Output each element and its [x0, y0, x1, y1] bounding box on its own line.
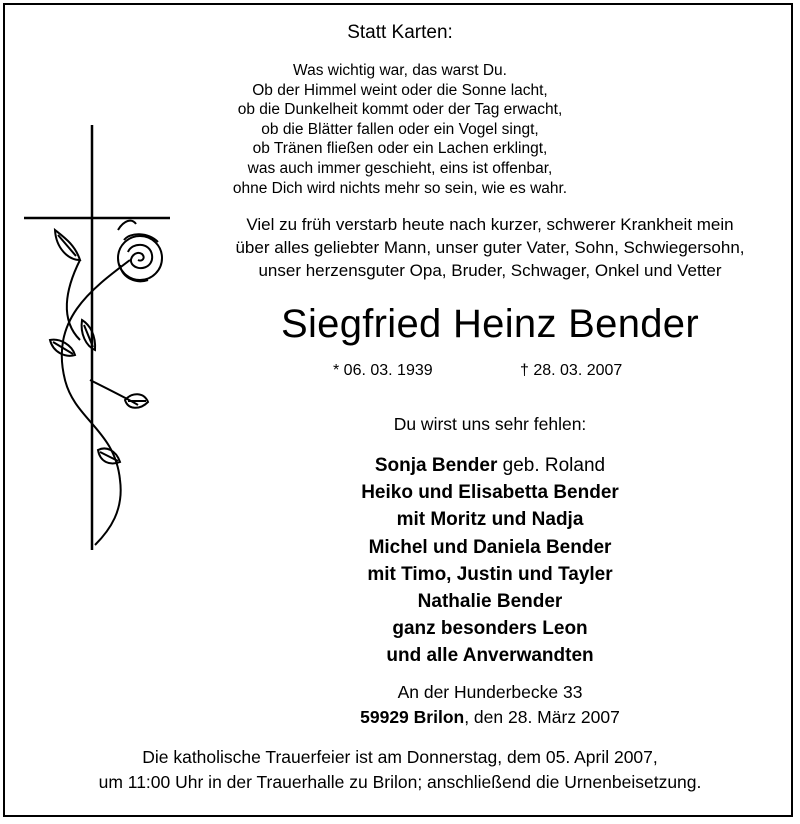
death-date: † 28. 03. 2007 — [520, 362, 623, 379]
poem-line: ob die Dunkelheit kommt oder der Tag erwacht, — [237, 101, 563, 119]
poem-line: Ob der Himmel weint oder die Sonne lacht, — [252, 81, 548, 99]
family-first-name: Sonja Bender — [374, 455, 498, 476]
family-line: ganz besonders Leon — [392, 618, 588, 640]
family-line: Heiko und Elisabetta Bender — [361, 482, 619, 504]
announcement-line: unser herzensguter Opa, Bruder, Schwager, Onkel und Vetter — [258, 261, 722, 280]
family-line: Michel und Daniela Bender — [368, 536, 612, 558]
poem-line: ob Tränen fließen oder ein Lachen erklingt, — [252, 140, 548, 158]
address-city-line — [170, 705, 800, 730]
poem-line: was auch immer geschieht, eins ist offenbar, — [247, 159, 553, 177]
missed-text: Du wirst uns sehr fehlen: — [393, 414, 587, 434]
family-line: mit Timo, Justin und Tayler — [367, 563, 613, 585]
address-date: , den 28. März 2007 — [464, 707, 620, 727]
family-list — [170, 452, 800, 670]
header-statt-karten: Statt Karten: — [347, 22, 453, 43]
family-first-name-suffix: geb. Roland — [497, 455, 606, 476]
announcement-line: Viel zu früh verstarb heute nach kurzer, schwerer Krankheit mein — [246, 215, 734, 234]
announcement — [170, 213, 800, 282]
family-line: und alle Anverwandten — [386, 645, 594, 667]
address-street: An der Hunderbecke 33 — [397, 682, 583, 702]
poem-line: Was wichtig war, das warst Du. — [293, 62, 507, 79]
funeral-line: um 11:00 Uhr in der Trauerhalle zu Brilon; anschließend die Urnenbeisetzung. — [98, 772, 702, 792]
announcement-line: über alles geliebter Mann, unser guter Vater, Sohn, Schwiegersohn, — [235, 238, 745, 257]
poem-line: ob die Blätter fallen oder ein Vogel singt, — [261, 120, 539, 138]
deceased-name: Siegfried Heinz Bender — [281, 302, 699, 346]
funeral-line: Die katholische Trauerfeier ist am Donnerstag, dem 05. April 2007, — [142, 747, 658, 767]
birth-date: * 06. 03. 1939 — [333, 362, 433, 379]
cross-with-rose-icon — [20, 120, 180, 560]
address — [170, 680, 800, 730]
family-line: Nathalie Bender — [417, 591, 563, 613]
family-line — [170, 452, 800, 479]
family-line: mit Moritz und Nadja — [396, 509, 584, 531]
funeral-info — [0, 745, 800, 795]
poem-line: ohne Dich wird nichts mehr so sein, wie es wahr. — [232, 179, 568, 197]
address-postal-city: 59929 Brilon — [360, 707, 465, 727]
